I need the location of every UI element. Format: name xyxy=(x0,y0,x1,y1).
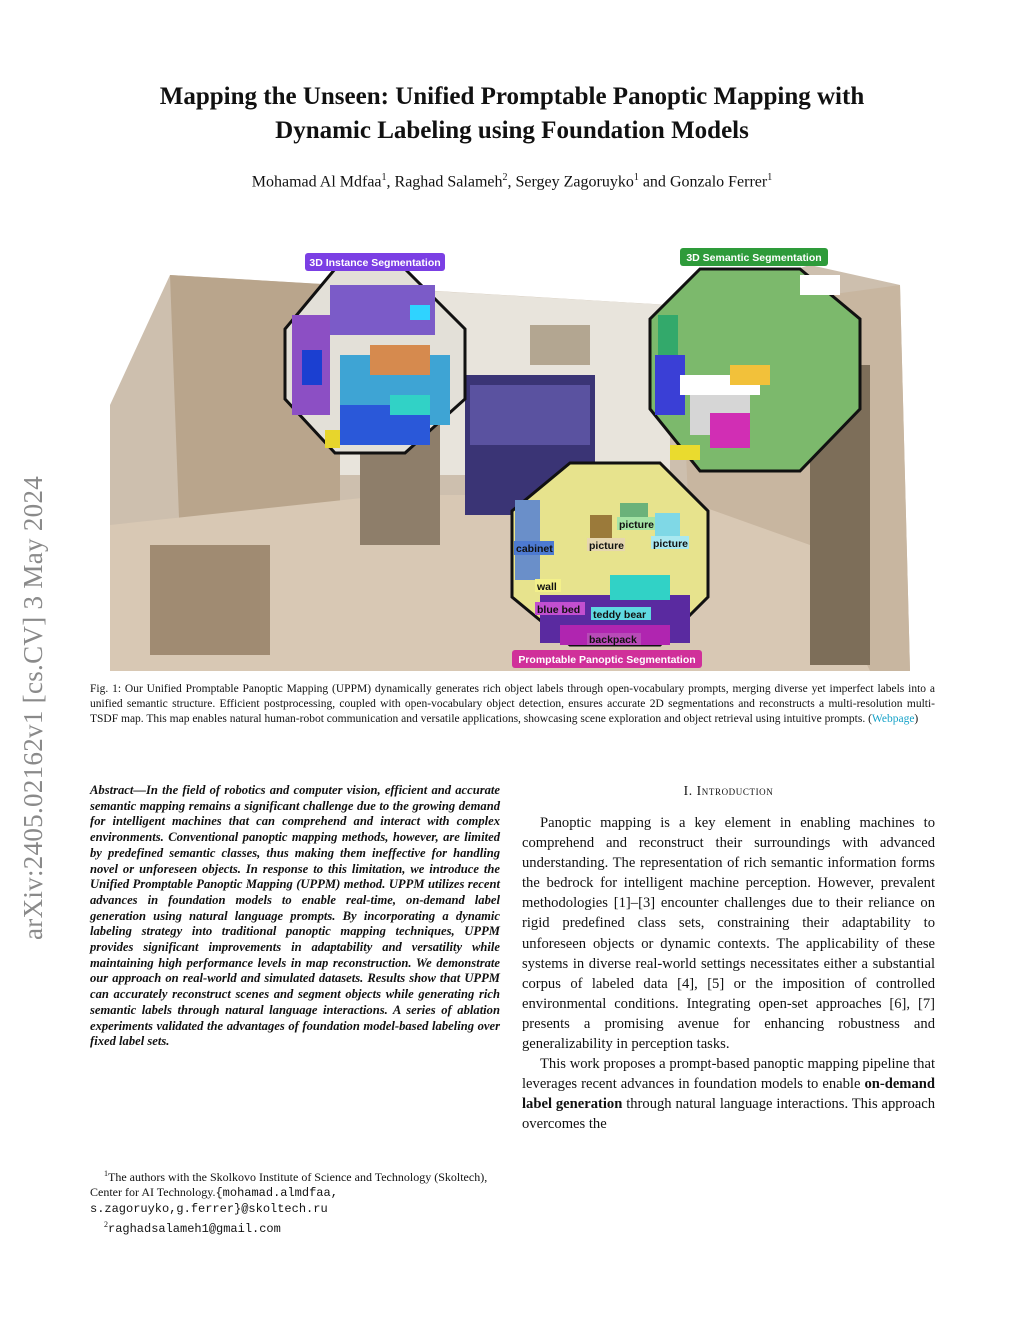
title-line-2: Dynamic Labeling using Foundation Models xyxy=(275,117,749,144)
footnote-1-text: The authors with the Skolkovo Institute of Science and Technology (Skoltech), Center for AI Technology. xyxy=(90,1170,488,1199)
figure-caption xyxy=(90,682,935,728)
panoptic-badge xyxy=(512,650,702,668)
instance-badge-label: 3D Instance Segmentation xyxy=(309,257,441,269)
section-heading-introduction xyxy=(522,783,935,799)
intro-paragraph-2 xyxy=(522,1054,935,1134)
object-label-picture-text: picture xyxy=(653,538,689,550)
author-separator: , xyxy=(507,173,516,191)
object-label-blue-bed xyxy=(535,602,585,616)
author-1: Mohamad Al Mdfaa xyxy=(251,173,382,191)
section-title: Introduction xyxy=(696,783,774,798)
semantic-badge-label: 3D Semantic Segmentation xyxy=(686,252,822,264)
object-label-picture-text: picture xyxy=(619,519,655,531)
author-2: Raghad Salameh xyxy=(394,173,503,191)
arxiv-stamp-text: arXiv:2405.02162v1 [cs.CV] 3 May 2024 xyxy=(18,475,48,940)
footnotes xyxy=(90,1166,500,1237)
author-separator: , xyxy=(386,173,395,191)
intro-p2-emphasis: on-demand label generation xyxy=(522,1076,935,1113)
object-label-cabinet-text: cabinet xyxy=(516,543,553,555)
instance-badge xyxy=(305,253,445,271)
object-label-wall xyxy=(535,579,561,593)
intro-paragraph-1: Panoptic mapping is a key element in enabling machines to comprehend and reconstruct their surroundings with advanced understanding. The representation of rich semantic information forms the bedrock for intelligent machine perception. However, prevalent methodologies [1]–[3] encounter challenges due to their reliance on rigid predefined class sets, constraining their adaptability to unforeseen objects or dynamic contexts. The applicability of these systems in diverse real-world settings necessitates either a substantial corpus of labeled data [4], [5] or the imposition of controlled environmental conditions. Integrating open-set approaches [6], [7] presents a promising avenue for enhancing robustness and generalizability in perception tasks. xyxy=(522,815,935,1053)
abstract-body: —In the field of robotics and computer vision, efficient and accurate semantic mapping remains a significant challenge due to the growing demand for intelligent machines that can comprehend and interact with complex environments. Conventional panoptic mapping methods, however, are limited by predefined semantic classes, thus making them ineffective for handling novel or unforeseen objects. In response to this limitation, we introduce the Unified Promptable Panoptic Mapping (UPPM) method. UPPM utilizes recent advances in foundation models to enable real-time, on-demand label generation using natural language prompts. By incorporating a dynamic labeling strategy into traditional panoptic mapping techniques, UPPM provides significant improvements in adaptability and versatility while maintaining high performance levels in map reconstruction. We demonstrate our approach on real-world and simulated datasets. Results show that UPPM can accurately reconstruct scenes and segment objects while generating rich semantic labels through natural language interactions. A series of ablation experiments validated the advantages of foundation model-based labeling over fixed label sets. xyxy=(90,783,500,1049)
author-4: Gonzalo Ferrer xyxy=(669,173,768,191)
object-label-cabinet xyxy=(514,541,554,555)
author-3: Sergey Zagoruyko xyxy=(515,173,634,191)
object-label-picture xyxy=(587,538,625,552)
object-label-teddy-bear-text: teddy bear xyxy=(593,609,647,621)
author-3-affiliation: 1 xyxy=(633,172,639,183)
footnote-2 xyxy=(90,1217,500,1237)
footnote-1 xyxy=(90,1166,500,1217)
object-label-blue-bed-text: blue bed xyxy=(537,604,581,616)
object-label-picture xyxy=(651,536,689,550)
title-line-1: Mapping the Unseen: Unified Promptable Panoptic Mapping with xyxy=(159,83,865,110)
introduction-body xyxy=(522,813,935,1135)
abstract xyxy=(90,783,500,1050)
object-label-backpack xyxy=(587,633,641,646)
footnote-1-mark: 1 xyxy=(104,1169,108,1178)
caption-close: ) xyxy=(914,713,919,726)
panoptic-badge-label: Promptable Panoptic Segmentation xyxy=(518,654,696,666)
section-numeral: I. xyxy=(683,783,697,798)
author-1-affiliation: 1 xyxy=(381,172,387,183)
semantic-segmentation-view xyxy=(650,269,860,471)
footnote-2-email: raghadsalameh1@gmail.com xyxy=(108,1222,281,1236)
arxiv-stamp xyxy=(18,475,58,980)
object-label-backpack-text: backpack xyxy=(589,634,637,646)
webpage-link[interactable]: Webpage xyxy=(871,713,915,726)
author-2-affiliation: 2 xyxy=(502,172,508,183)
paper-title xyxy=(0,80,1024,148)
intro-p2-start: This work proposes a prompt-based panoptic mapping pipeline that leverages recent advances in foundation models to enable xyxy=(522,1056,935,1093)
teaser-figure xyxy=(110,245,914,671)
object-label-picture-text: picture xyxy=(589,540,625,552)
semantic-badge xyxy=(680,248,828,266)
object-label-wall-text: wall xyxy=(537,581,557,593)
author-list xyxy=(0,172,1024,191)
footnote-1-email: {mohamad.almdfaa, s.zagoruyko,g.ferrer}@skoltech.ru xyxy=(90,1186,338,1216)
object-label-teddy-bear xyxy=(591,607,651,621)
author-4-affiliation: 1 xyxy=(767,172,773,183)
object-label-picture xyxy=(617,517,655,531)
footnote-2-mark: 2 xyxy=(104,1220,108,1229)
caption-text: Fig. 1: Our Unified Promptable Panoptic Mapping (UPPM) dynamically generates rich object labels through open-vocabulary prompts, merging diverse yet imperfect labels into a unified semantic structure. Efficient postprocessing, coupled with open-vocabulary object detection, ensures accurate 2D segmentations and reconstructs a multi-resolution multi-TSDF map. This map enables natural human-robot communication and versatile applications, showcasing scene exploration and object retrieval using intuitive prompts. ( xyxy=(90,683,935,726)
author-separator: and xyxy=(638,173,670,191)
abstract-lead: Abstract xyxy=(90,783,134,797)
intro-p2-end: through natural language interactions. This approach overcomes the xyxy=(522,1096,936,1133)
